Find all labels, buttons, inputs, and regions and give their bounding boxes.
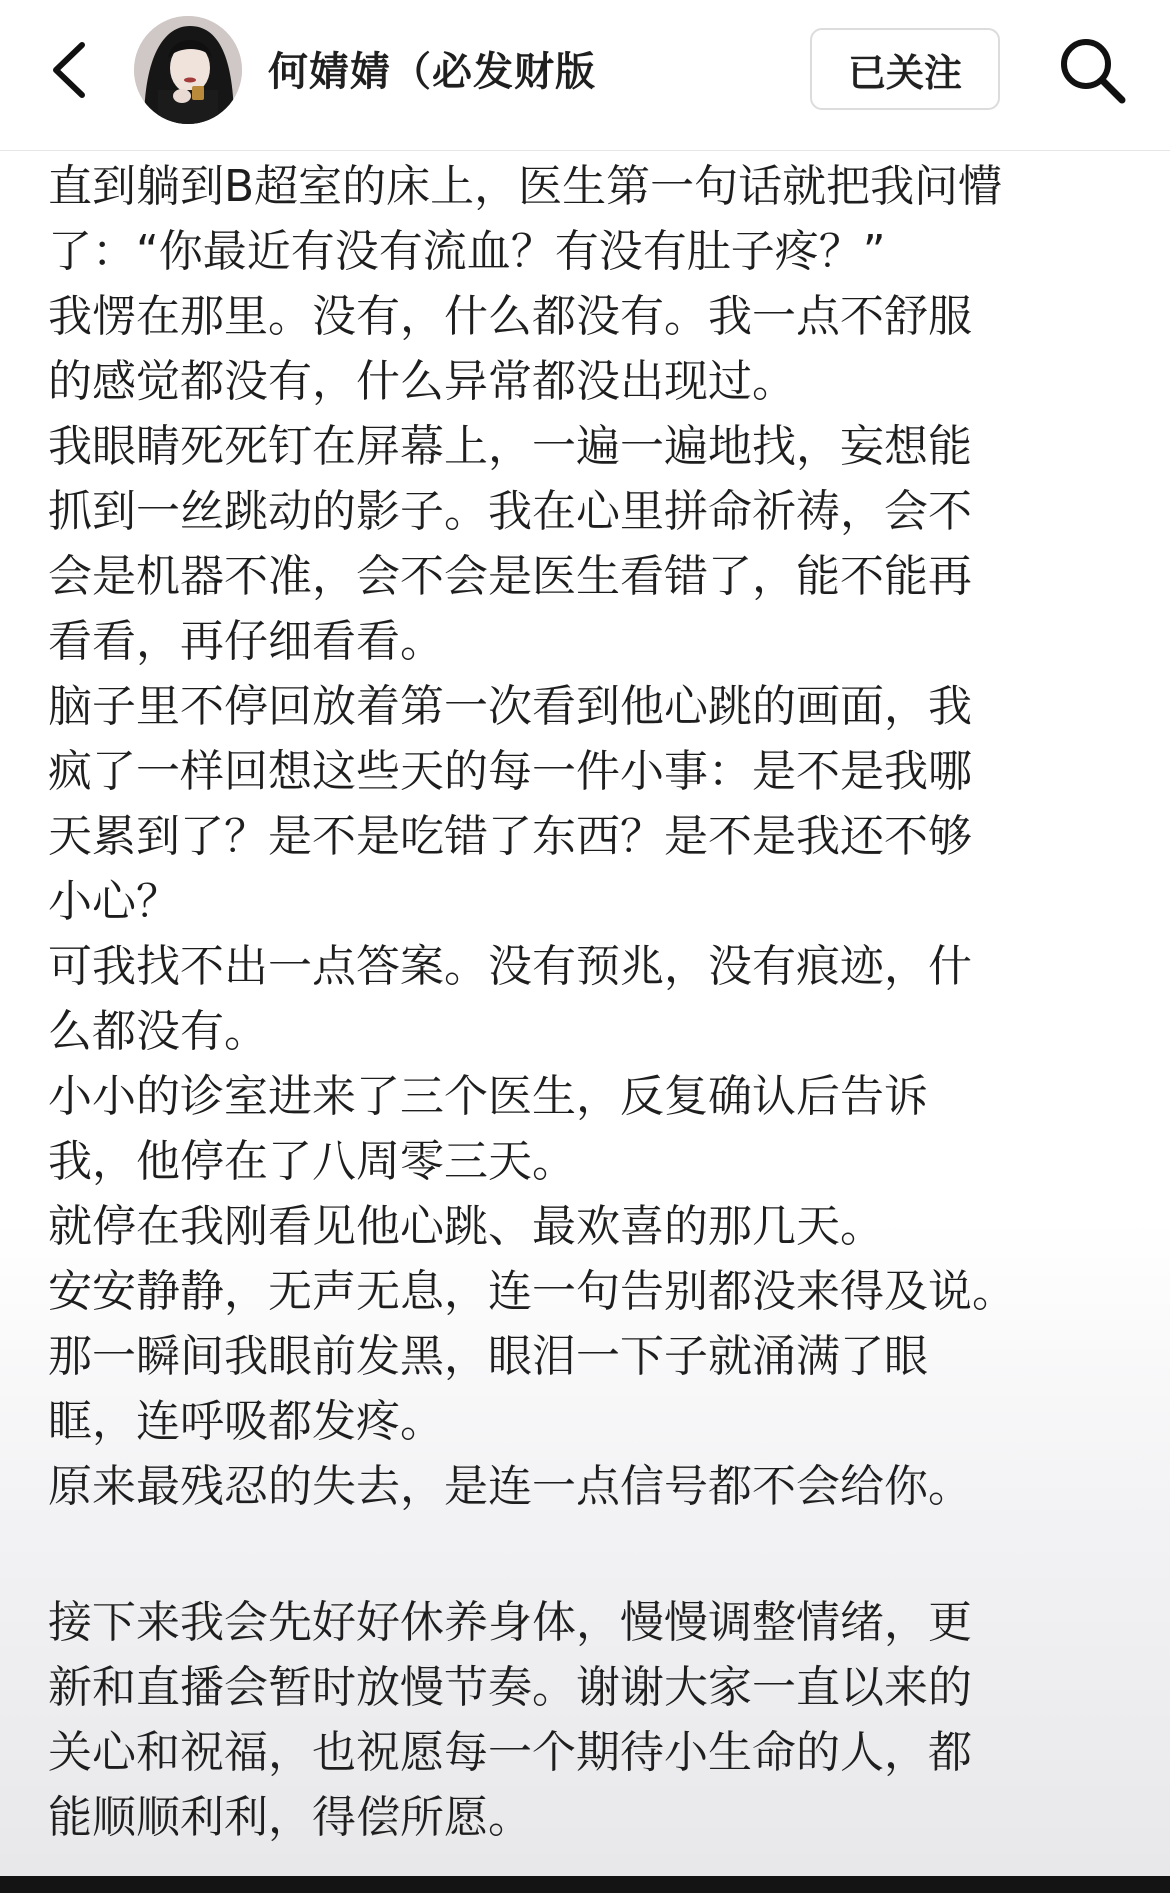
post-paragraph: 我眼睛死死钉在屏幕上，一遍一遍地找，妄想能 抓到一丝跳动的影子。我在心里拼命祈祷，会不 会是机器不准，会不会是医生看错了，能不能再 看看，再仔细看看。 (48, 421, 972, 667)
bottom-bar (0, 1876, 1170, 1893)
chevron-left-icon (40, 35, 100, 105)
username[interactable]: 何婧婧（必发财版 (268, 49, 596, 95)
post-paragraph: 接下来我会先好好休养身体，慢慢调整情绪，更 新和直播会暂时放慢节奏。谢谢大家一直以来的 关心和祝福，也祝愿每一个期待小生命的人，都 能顺顺利利，得偿所愿。 (48, 1597, 972, 1843)
user-avatar-icon (134, 16, 242, 124)
post-paragraph: 脑子里不停回放着第一次看到他心跳的画面，我 疯了一样回想这些天的每一件小事：是不是我哪 天累到了？是不是吃错了东西？是不是我还不够 小心？ (48, 681, 972, 927)
post-paragraph: 那一瞬间我眼前发黑，眼泪一下子就涌满了眼 眶，连呼吸都发疼。 (48, 1331, 928, 1447)
follow-button[interactable]: 已关注 (810, 28, 1000, 110)
post-paragraph: 可我找不出一点答案。没有预兆，没有痕迹，什 么都没有。 (48, 941, 972, 1057)
back-button[interactable] (40, 35, 100, 105)
top-nav-bar (0, 0, 1170, 151)
avatar[interactable] (134, 16, 242, 124)
post-paragraph: 我愣在那里。没有，什么都没有。我一点不舒服 的感觉都没有，什么异常都没出现过。 (48, 291, 972, 407)
post-paragraph: 直到躺到B超室的床上，医生第一句话就把我问懵 了：“你最近有没有流血？有没有肚子疼？” (48, 161, 1003, 277)
post-paragraph: 就停在我刚看见他心跳、最欢喜的那几天。 (48, 1201, 884, 1252)
post-content (0, 151, 1170, 1876)
search-icon (1052, 30, 1132, 110)
search-button[interactable] (1052, 30, 1132, 110)
post-paragraph: 小小的诊室进来了三个医生，反复确认后告诉 我，他停在了八周零三天。 (48, 1071, 928, 1187)
post-paragraph: 原来最残忍的失去，是连一点信号都不会给你。 (48, 1461, 972, 1512)
post-paragraph: 安安静静，无声无息，连一句告别都没来得及说。 (48, 1266, 1016, 1317)
